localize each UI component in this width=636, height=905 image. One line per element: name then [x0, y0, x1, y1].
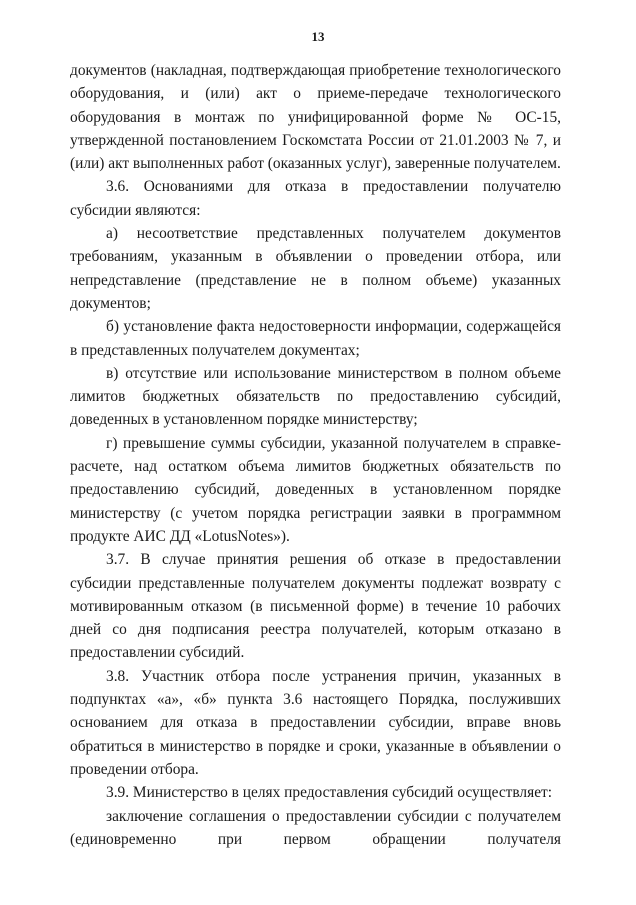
- paragraph-3-7: 3.7. В случае принятия решения об отказе в предоставлении субсидии представленные получателем документы подлежат возврату с мотивированным отказом (в письменной форме) в течение 10 рабочих дней со дня подписания реестра получателей, которым отказано в предоставлении субсидий.: [70, 551, 561, 662]
- paragraph-3-6-g: г) превышение суммы субсидии, указанной получателем в справке-расчете, над остатком объема лимитов бюджетных обязательств по предоставлению субсидий, доведенных в установленном порядке министерству (с учетом порядка регистрации заявки в программном продукте АИС ДД «LotusNotes»).: [70, 434, 561, 545]
- paragraph-3-6: 3.6. Основаниями для отказа в предоставлении получателю субсидии являются:: [70, 178, 561, 219]
- paragraph-3-6-b: б) установление факта недостоверности информации, содержащейся в представленных получателем документах;: [70, 318, 561, 359]
- paragraph-3-6-v: в) отсутствие или использование министерством в полном объеме лимитов бюджетных обязательств по предоставлению субсидий, доведенных в установленном порядке министерству;: [70, 364, 561, 429]
- paragraph-3-8: 3.8. Участник отбора после устранения причин, указанных в подпунктах «а», «б» пункта 3.6 настоящего Порядка, послуживших основанием для отказа в предоставлении субсидии, вправе вновь обратиться в министерство в порядке и сроки, указанные в объявлении о проведении отбора.: [70, 667, 561, 778]
- paragraph-continuation: документов (накладная, подтверждающая приобретение технологического оборудования, и (или) акт о приеме-передаче технологического оборудования в монтаж по унифицированной форме № ОС-15, утвержденной постановлением Госкомстата России от 21.01.2003 № 7, и (или) акт выполненных работ (оказанных услуг), заверенные получателем.: [70, 62, 561, 173]
- document-body: [70, 59, 561, 851]
- paragraph-3-9: 3.9. Министерство в целях предоставления субсидий осуществляет:: [106, 784, 553, 802]
- page-number: 13: [311, 29, 325, 44]
- paragraph-3-9-item: заключение соглашения о предоставлении субсидии с получателем (единовременно при первом обращении получателя: [70, 807, 561, 848]
- paragraph-3-6-a: а) несоответствие представленных получателем документов требованиям, указанным в объявлении о проведении отбора, или непредставление (представление не в полном объеме) указанных документов;: [70, 225, 561, 312]
